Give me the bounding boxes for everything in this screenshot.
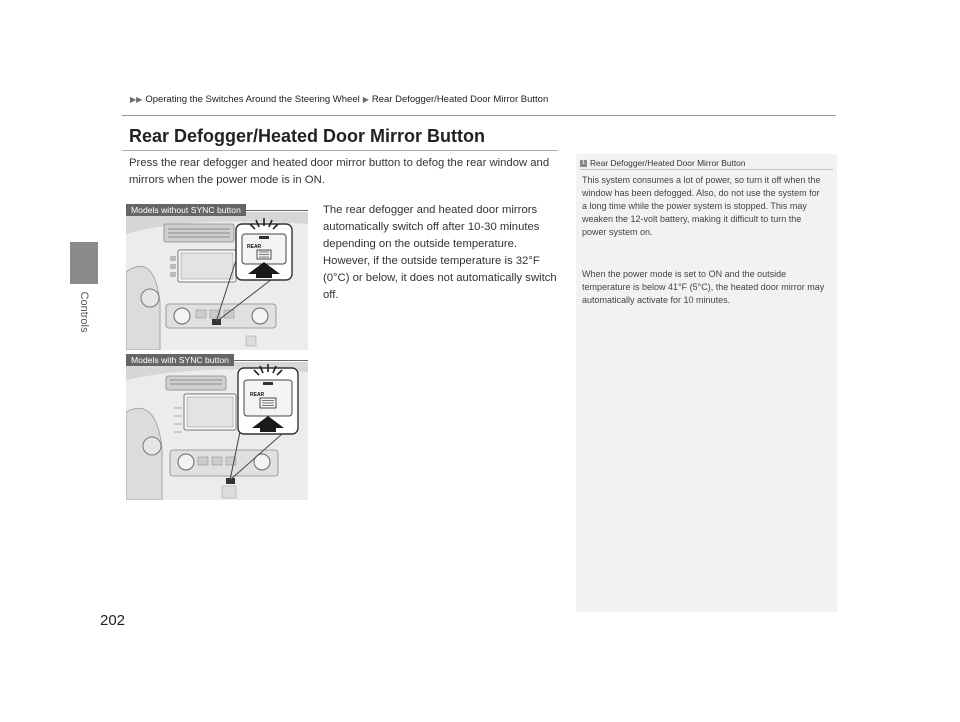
page-title: Rear Defogger/Heated Door Mirror Button xyxy=(129,126,486,146)
figure-with-sync xyxy=(126,354,308,500)
note-marker-icon: 1 xyxy=(581,159,586,166)
figure-without-sync xyxy=(126,204,308,350)
figure-label: Models with SYNC button xyxy=(126,354,234,366)
rear-button-label: REAR xyxy=(247,244,262,250)
note-paragraph: This system consumes a lot of power, so turn it off when the window has been defogged. Also, do not use the system for a long time while the power system is stopped. This may weaken the 12-volt battery, making it difficult to turn the power system on. xyxy=(582,175,821,238)
section-tab-marker xyxy=(70,242,98,284)
dashboard-illustration xyxy=(126,212,308,350)
header-divider xyxy=(122,115,836,116)
figure-label: Models without SYNC button xyxy=(126,204,246,216)
note-divider xyxy=(580,169,833,170)
title-divider xyxy=(122,150,558,151)
arrow-icon: ▶ xyxy=(362,95,369,104)
note-header xyxy=(580,158,745,168)
breadcrumb-item-current: Rear Defogger/Heated Door Mirror Button xyxy=(371,94,549,105)
page-number: 202 xyxy=(100,612,126,629)
breadcrumb xyxy=(130,94,548,105)
auto-off-paragraph: The rear defogger and heated door mirrors automatically switch off after 10-30 minutes depending on the outside temperature. However, if the outside temperature is 32°F (0°C) or below, it does not automatically switch off. xyxy=(323,204,557,301)
note-paragraph: When the power mode is set to ON and the outside temperature is below 41°F (5°C), the heated door mirror may automatically activate for 10 minutes. xyxy=(582,269,825,306)
breadcrumb-item-parent[interactable]: Operating the Switches Around the Steering Wheel xyxy=(145,94,360,105)
section-tab-label: Controls xyxy=(78,291,90,333)
note-title: Rear Defogger/Heated Door Mirror Button xyxy=(590,158,746,168)
intro-paragraph: Press the rear defogger and heated door mirror button to defog the rear window and mirrors when the power mode is in ON. xyxy=(129,157,550,186)
dashboard-illustration xyxy=(126,362,308,500)
double-arrow-icon: ▶▶ xyxy=(130,95,143,104)
rear-button-label: REAR xyxy=(250,392,265,398)
